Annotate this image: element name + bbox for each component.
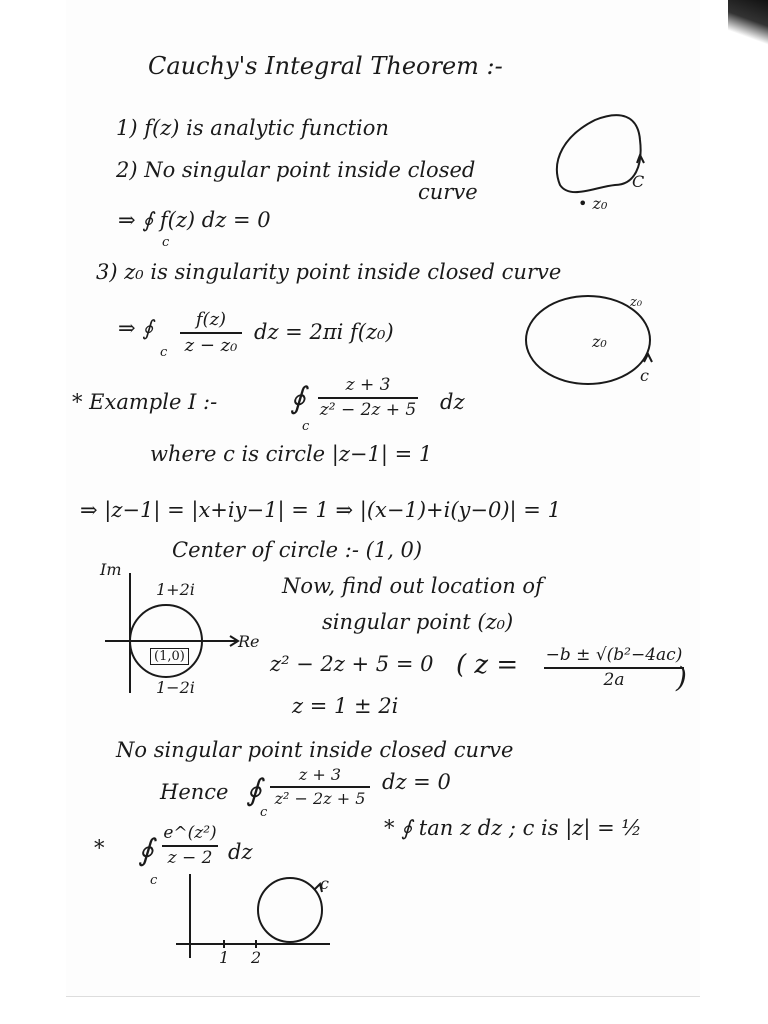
quadratic-formula-numerator: −b ± √(b²−4ac) bbox=[545, 645, 683, 665]
condition-3: 3) z₀ is singularity point inside closed curve bbox=[96, 260, 562, 284]
fig2-z0-top: z₀ bbox=[630, 295, 643, 310]
formula-left: ( z = bbox=[456, 650, 519, 680]
center-line: Center of circle :- (1, 0) bbox=[172, 538, 423, 562]
expand-line: ⇒ |z−1| = |x+iy−1| = 1 ⇒ |(x−1)+i(y−0)| = 1 bbox=[80, 498, 561, 522]
example-3: * ∮ tan z dz ; c is |z| = ½ bbox=[384, 816, 642, 840]
conclusion-line: No singular point inside closed curve bbox=[116, 738, 514, 762]
fig2-z0-center: z₀ bbox=[592, 332, 607, 351]
example-1-dz: dz bbox=[440, 390, 465, 414]
hence-denominator: z² − 2z + 5 bbox=[274, 788, 366, 808]
condition-2: 2) No singular point inside closed bbox=[116, 158, 476, 182]
graph-center-point: (1,0) bbox=[150, 648, 189, 665]
result-1: ⇒ ∮ f(z) dz = 0 bbox=[118, 208, 271, 232]
example-1-integral-sign: ∮ bbox=[290, 381, 306, 416]
where-line: where c is circle |z−1| = 1 bbox=[150, 442, 433, 466]
graph2-tick-label-1: 1 bbox=[219, 948, 230, 967]
example-1-fraction bbox=[318, 376, 418, 419]
page-corner-shadow bbox=[728, 0, 768, 60]
example-2-contour: c bbox=[150, 873, 158, 888]
page-title: Cauchy's Integral Theorem :- bbox=[148, 52, 503, 80]
quadratic-formula-denominator: 2a bbox=[603, 669, 625, 690]
graph2-tick-label-2: 2 bbox=[251, 948, 262, 967]
hence-contour: c bbox=[260, 805, 268, 820]
quadratic-formula-fraction bbox=[544, 646, 684, 689]
fig1-c-label: C bbox=[632, 172, 645, 191]
hence-result: dz = 0 bbox=[382, 770, 451, 794]
example-2-star: * bbox=[94, 836, 105, 860]
condition-1: 1) f(z) is analytic function bbox=[116, 116, 389, 140]
result-2-numerator: f(z) bbox=[195, 309, 227, 330]
graph2-c-label: c bbox=[320, 874, 329, 893]
result-2-contour: c bbox=[160, 345, 168, 360]
quadratic-equation: z² − 2z + 5 = 0 bbox=[270, 652, 434, 676]
find-line-2: singular point (z₀) bbox=[322, 610, 514, 634]
graph-re-label: Re bbox=[238, 632, 260, 651]
example-2-integral-sign: ∮ bbox=[138, 833, 154, 868]
example-2-fraction bbox=[162, 824, 218, 867]
hence-integral-sign: ∮ bbox=[246, 773, 262, 808]
example-1-contour: c bbox=[302, 419, 310, 434]
find-line-1: Now, find out location of bbox=[282, 574, 543, 598]
hence-fraction bbox=[270, 766, 370, 807]
fig1-point-label: • z₀ bbox=[578, 194, 608, 213]
graph2-circle bbox=[258, 878, 322, 942]
result-2-fraction bbox=[180, 310, 242, 356]
closed-curve bbox=[557, 115, 641, 192]
graph-im-label: Im bbox=[100, 560, 122, 579]
result-2-prefix: ⇒ ∮ bbox=[118, 316, 154, 340]
condition-2-continued: curve bbox=[418, 180, 478, 204]
hence-numerator: z + 3 bbox=[298, 765, 342, 784]
result-2-suffix: dz = 2πi f(z₀) bbox=[254, 320, 394, 344]
result-1-contour: c bbox=[162, 235, 170, 250]
circle-arrow bbox=[644, 354, 652, 362]
result-2-denominator: z − z₀ bbox=[184, 334, 238, 356]
hence-label: Hence bbox=[160, 780, 229, 804]
roots-line: z = 1 ± 2i bbox=[292, 694, 399, 718]
graph-bottom-point: 1−2i bbox=[156, 678, 195, 697]
example-2-denominator: z − 2 bbox=[167, 847, 213, 868]
example-2-numerator: e^(z²) bbox=[163, 823, 217, 843]
example-1-label: * Example I :- bbox=[72, 390, 218, 414]
example-2-dz: dz bbox=[228, 840, 253, 864]
formula-right: ) bbox=[676, 661, 687, 694]
example-1-denominator: z² − 2z + 5 bbox=[319, 399, 417, 420]
fig2-c-label: c bbox=[640, 366, 649, 385]
example-1-numerator: z + 3 bbox=[345, 375, 391, 395]
graph-top-point: 1+2i bbox=[156, 580, 195, 599]
